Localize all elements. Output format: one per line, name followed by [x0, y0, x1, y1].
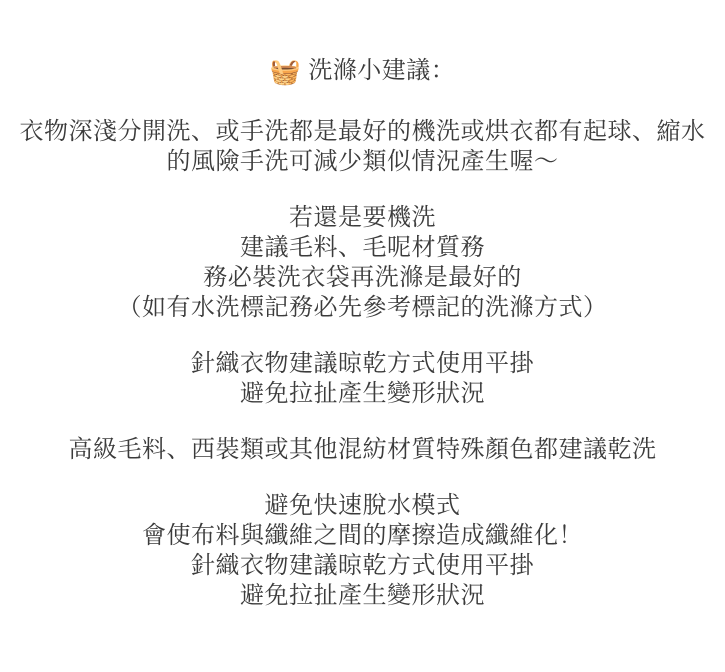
notice-title-text: 洗滌小建議： [308, 57, 456, 84]
text-line: （如有水洗標記務必先參考標記的洗滌方式） [117, 294, 608, 321]
paragraph-wash-separation [0, 117, 725, 177]
paragraph-machine-wash [0, 203, 725, 323]
paragraph-knitwear-drying [0, 349, 725, 409]
text-line: 會使布料與纖維之間的摩擦造成纖維化！ [142, 522, 583, 549]
notice-title [0, 56, 725, 87]
text-line: 高級毛料、西裝類或其他混紡材質特殊顏色都建議乾洗 [68, 436, 657, 463]
text-line: 避免快速脫水模式 [264, 492, 461, 519]
paragraph-dry-clean [0, 435, 725, 465]
text-line: 衣物深淺分開洗、或手洗都是最好的機洗或烘衣都有起球、縮水 [19, 118, 706, 145]
paragraph-spin-dry [0, 491, 725, 611]
laundry-basket-icon: 🧺 [269, 58, 302, 86]
text-line: 務必裝洗衣袋再洗滌是最好的 [203, 264, 522, 291]
text-line: 針織衣物建議晾乾方式使用平掛 [191, 552, 534, 579]
text-line: 針織衣物建議晾乾方式使用平掛 [191, 350, 534, 377]
text-line: 建議毛料、毛呢材質務 [240, 234, 485, 261]
text-line: 若還是要機洗 [289, 204, 436, 231]
text-line: 的風險手洗可減少類似情況產生喔～ [166, 148, 559, 175]
text-line: 避免拉扯產生變形狀況 [240, 582, 485, 609]
text-line: 避免拉扯產生變形狀況 [240, 380, 485, 407]
